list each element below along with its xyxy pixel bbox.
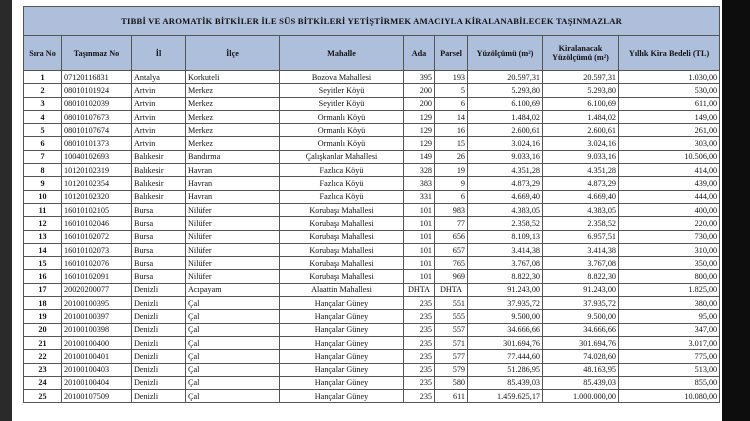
cell-yillik-kira-bedeli: 400,00	[619, 203, 720, 216]
table-body	[24, 71, 720, 403]
table-row	[24, 243, 720, 256]
cell-kiralanacak-yuzolcumu: 2.358,52	[543, 217, 619, 230]
cell-mahalle: Hançalar Güney	[280, 310, 404, 323]
cell-parsel: 77	[435, 217, 468, 230]
cell-mahalle: Çalışkanlar Mahallesi	[280, 150, 404, 163]
cell-sira-no: 17	[24, 283, 62, 296]
cell-kiralanacak-yuzolcumu: 3.767,08	[543, 257, 619, 270]
cell-yuzolcumu: 85.439,03	[468, 376, 543, 389]
cell-yillik-kira-bedeli: 513,00	[619, 363, 720, 376]
cell-kiralanacak-yuzolcumu: 85.439,03	[543, 376, 619, 389]
cell-il: Balıkesir	[132, 150, 186, 163]
cell-kiralanacak-yuzolcumu: 37.935,72	[543, 297, 619, 310]
table-row	[24, 376, 720, 389]
cell-yillik-kira-bedeli: 855,00	[619, 376, 720, 389]
cell-yuzolcumu: 1.484,02	[468, 110, 543, 123]
cell-kiralanacak-yuzolcumu: 1.484,02	[543, 110, 619, 123]
cell-sira-no: 2	[24, 84, 62, 97]
cell-il: Artvin	[132, 137, 186, 150]
cell-ilce: Nilüfer	[186, 217, 280, 230]
cell-ilce: Çal	[186, 376, 280, 389]
cell-ilce: Çal	[186, 350, 280, 363]
cell-kiralanacak-yuzolcumu: 34.666,66	[543, 323, 619, 336]
cell-kiralanacak-yuzolcumu: 3.024,16	[543, 137, 619, 150]
cell-tasinmaz-no: 20100100401	[62, 350, 132, 363]
cell-ada: 235	[404, 297, 435, 310]
cell-tasinmaz-no: 20020200077	[62, 283, 132, 296]
cell-yuzolcumu: 4.873,29	[468, 177, 543, 190]
cell-tasinmaz-no: 20100100395	[62, 297, 132, 310]
cell-mahalle: Ormanlı Köyü	[280, 137, 404, 150]
table-row	[24, 150, 720, 163]
cell-ada: 235	[404, 363, 435, 376]
cell-parsel: 193	[435, 71, 468, 84]
cell-yuzolcumu: 3.414,38	[468, 243, 543, 256]
cell-kiralanacak-yuzolcumu: 301.694,76	[543, 336, 619, 349]
cell-yillik-kira-bedeli: 730,00	[619, 230, 720, 243]
cell-ilce: Nilüfer	[186, 270, 280, 283]
cell-sira-no: 4	[24, 110, 62, 123]
table-row	[24, 390, 720, 403]
cell-yuzolcumu: 5.293,80	[468, 84, 543, 97]
photo-edge-right	[722, 0, 750, 421]
cell-ada: 101	[404, 243, 435, 256]
cell-mahalle: Fazlıca Köyü	[280, 177, 404, 190]
cell-yillik-kira-bedeli: 10.080,00	[619, 390, 720, 403]
cell-il: Antalya	[132, 71, 186, 84]
cell-ada: 235	[404, 336, 435, 349]
cell-mahalle: Alaattin Mahallesi	[280, 283, 404, 296]
table-row	[24, 297, 720, 310]
table-row	[24, 190, 720, 203]
cell-parsel: 611	[435, 390, 468, 403]
cell-il: Artvin	[132, 124, 186, 137]
cell-mahalle: Hançalar Güney	[280, 297, 404, 310]
cell-kiralanacak-yuzolcumu: 8.822,30	[543, 270, 619, 283]
photo-edge-left	[0, 0, 12, 421]
cell-ada: 331	[404, 190, 435, 203]
cell-yillik-kira-bedeli: 800,00	[619, 270, 720, 283]
header-yillik-kira-bedeli: Yıllık Kira Bedeli (TL)	[619, 36, 720, 71]
cell-ilce: Çal	[186, 297, 280, 310]
cell-sira-no: 22	[24, 350, 62, 363]
cell-kiralanacak-yuzolcumu: 6.100,69	[543, 97, 619, 110]
table-row	[24, 350, 720, 363]
table-row	[24, 363, 720, 376]
cell-tasinmaz-no: 16010102073	[62, 243, 132, 256]
cell-ada: 101	[404, 203, 435, 216]
cell-ada: 101	[404, 230, 435, 243]
cell-kiralanacak-yuzolcumu: 4.873,29	[543, 177, 619, 190]
property-table	[23, 6, 720, 403]
cell-il: Denizli	[132, 350, 186, 363]
cell-yuzolcumu: 301.694,76	[468, 336, 543, 349]
cell-sira-no: 14	[24, 243, 62, 256]
cell-parsel: 5	[435, 84, 468, 97]
cell-parsel: 26	[435, 150, 468, 163]
cell-parsel: 6	[435, 190, 468, 203]
cell-tasinmaz-no: 16010102076	[62, 257, 132, 270]
cell-yillik-kira-bedeli: 347,00	[619, 323, 720, 336]
cell-yuzolcumu: 20.597,31	[468, 71, 543, 84]
cell-sira-no: 24	[24, 376, 62, 389]
cell-mahalle: Fazlıca Köyü	[280, 190, 404, 203]
cell-il: Bursa	[132, 203, 186, 216]
cell-mahalle: Hançalar Güney	[280, 350, 404, 363]
cell-parsel: 577	[435, 350, 468, 363]
cell-parsel: DHTA	[435, 283, 468, 296]
cell-parsel: 765	[435, 257, 468, 270]
table-row	[24, 203, 720, 216]
cell-yuzolcumu: 51.286,95	[468, 363, 543, 376]
cell-parsel: 983	[435, 203, 468, 216]
cell-sira-no: 9	[24, 177, 62, 190]
cell-mahalle: Bozova Mahallesi	[280, 71, 404, 84]
header-tasinmaz-no: Taşınmaz No	[62, 36, 132, 71]
cell-il: Bursa	[132, 270, 186, 283]
table-row	[24, 257, 720, 270]
cell-ilce: Havran	[186, 164, 280, 177]
cell-parsel: 9	[435, 177, 468, 190]
cell-il: Denizli	[132, 310, 186, 323]
cell-yuzolcumu: 1.459.625,17	[468, 390, 543, 403]
cell-tasinmaz-no: 10120102320	[62, 190, 132, 203]
cell-parsel: 15	[435, 137, 468, 150]
cell-parsel: 14	[435, 110, 468, 123]
cell-tasinmaz-no: 08010107674	[62, 124, 132, 137]
cell-tasinmaz-no: 20100100397	[62, 310, 132, 323]
cell-il: Denizli	[132, 297, 186, 310]
cell-il: Bursa	[132, 257, 186, 270]
cell-yillik-kira-bedeli: 350,00	[619, 257, 720, 270]
table-row	[24, 270, 720, 283]
cell-ada: 200	[404, 84, 435, 97]
cell-ilce: Havran	[186, 177, 280, 190]
header-kiralanacak-yuzolcumu: Kiralanacak Yüzölçümü (m²)	[543, 36, 619, 71]
cell-mahalle: Fazlıca Köyü	[280, 164, 404, 177]
cell-parsel: 555	[435, 310, 468, 323]
cell-il: Denizli	[132, 363, 186, 376]
cell-il: Denizli	[132, 323, 186, 336]
cell-parsel: 6	[435, 97, 468, 110]
cell-ada: 235	[404, 390, 435, 403]
table-row	[24, 283, 720, 296]
cell-ada: 129	[404, 124, 435, 137]
cell-ilce: Korkuteli	[186, 71, 280, 84]
cell-yuzolcumu: 8.822,30	[468, 270, 543, 283]
cell-ada: 101	[404, 270, 435, 283]
cell-mahalle: Ormanlı Köyü	[280, 110, 404, 123]
cell-il: Bursa	[132, 217, 186, 230]
cell-yuzolcumu: 8.109,13	[468, 230, 543, 243]
cell-sira-no: 21	[24, 336, 62, 349]
cell-ada: 395	[404, 71, 435, 84]
cell-parsel: 580	[435, 376, 468, 389]
cell-yuzolcumu: 91.243,00	[468, 283, 543, 296]
table-title: TIBBİ VE AROMATİK BİTKİLER İLE SÜS BİTKİLERİ YETİŞTİRMEK AMACIYLA KİRALANABİLECEK TAŞINMAZLAR	[24, 7, 720, 36]
table-row	[24, 110, 720, 123]
cell-mahalle: Korubaşı Mahallesi	[280, 270, 404, 283]
cell-yillik-kira-bedeli: 220,00	[619, 217, 720, 230]
cell-yillik-kira-bedeli: 149,00	[619, 110, 720, 123]
cell-mahalle: Hançalar Güney	[280, 336, 404, 349]
cell-yillik-kira-bedeli: 414,00	[619, 164, 720, 177]
cell-ilce: Çal	[186, 390, 280, 403]
header-ilce: İlçe	[186, 36, 280, 71]
cell-mahalle: Korubaşı Mahallesi	[280, 243, 404, 256]
cell-kiralanacak-yuzolcumu: 91.243,00	[543, 283, 619, 296]
cell-ada: 328	[404, 164, 435, 177]
cell-sira-no: 7	[24, 150, 62, 163]
cell-ilce: Nilüfer	[186, 203, 280, 216]
cell-ada: DHTA	[404, 283, 435, 296]
cell-yuzolcumu: 6.100,69	[468, 97, 543, 110]
cell-tasinmaz-no: 07120116831	[62, 71, 132, 84]
cell-sira-no: 11	[24, 203, 62, 216]
cell-tasinmaz-no: 08010101373	[62, 137, 132, 150]
cell-yillik-kira-bedeli: 380,00	[619, 297, 720, 310]
cell-sira-no: 18	[24, 297, 62, 310]
table-row	[24, 97, 720, 110]
cell-mahalle: Hançalar Güney	[280, 376, 404, 389]
cell-mahalle: Ormanlı Köyü	[280, 124, 404, 137]
cell-kiralanacak-yuzolcumu: 9.033,16	[543, 150, 619, 163]
cell-yuzolcumu: 37.935,72	[468, 297, 543, 310]
cell-ada: 149	[404, 150, 435, 163]
cell-mahalle: Hançalar Güney	[280, 390, 404, 403]
table-row	[24, 230, 720, 243]
cell-ada: 129	[404, 137, 435, 150]
cell-sira-no: 20	[24, 323, 62, 336]
cell-mahalle: Seyitler Köyü	[280, 84, 404, 97]
cell-kiralanacak-yuzolcumu: 6.957,51	[543, 230, 619, 243]
header-ada: Ada	[404, 36, 435, 71]
cell-il: Artvin	[132, 97, 186, 110]
cell-kiralanacak-yuzolcumu: 5.293,80	[543, 84, 619, 97]
cell-kiralanacak-yuzolcumu: 4.383,05	[543, 203, 619, 216]
header-row	[24, 36, 720, 71]
cell-yillik-kira-bedeli: 530,00	[619, 84, 720, 97]
table-row	[24, 84, 720, 97]
cell-yillik-kira-bedeli: 611,00	[619, 97, 720, 110]
cell-ada: 383	[404, 177, 435, 190]
table-row	[24, 177, 720, 190]
cell-yillik-kira-bedeli: 1.825,00	[619, 283, 720, 296]
cell-yillik-kira-bedeli: 775,00	[619, 350, 720, 363]
cell-mahalle: Seyitler Köyü	[280, 97, 404, 110]
cell-yuzolcumu: 9.500,00	[468, 310, 543, 323]
table-row	[24, 217, 720, 230]
cell-ilce: Çal	[186, 310, 280, 323]
cell-ilce: Merkez	[186, 84, 280, 97]
cell-il: Balıkesir	[132, 190, 186, 203]
cell-tasinmaz-no: 08010102039	[62, 97, 132, 110]
cell-ilce: Nilüfer	[186, 243, 280, 256]
cell-ilce: Çal	[186, 336, 280, 349]
cell-tasinmaz-no: 08010101924	[62, 84, 132, 97]
cell-sira-no: 6	[24, 137, 62, 150]
cell-parsel: 571	[435, 336, 468, 349]
cell-sira-no: 25	[24, 390, 62, 403]
header-mahalle: Mahalle	[280, 36, 404, 71]
cell-ada: 235	[404, 350, 435, 363]
table-row	[24, 124, 720, 137]
cell-yillik-kira-bedeli: 303,00	[619, 137, 720, 150]
cell-parsel: 656	[435, 230, 468, 243]
cell-yillik-kira-bedeli: 10.506,00	[619, 150, 720, 163]
cell-tasinmaz-no: 16010102105	[62, 203, 132, 216]
cell-yuzolcumu: 2.600,61	[468, 124, 543, 137]
cell-ada: 101	[404, 257, 435, 270]
cell-kiralanacak-yuzolcumu: 3.414,38	[543, 243, 619, 256]
cell-parsel: 557	[435, 323, 468, 336]
cell-sira-no: 12	[24, 217, 62, 230]
cell-ilce: Merkez	[186, 110, 280, 123]
cell-sira-no: 23	[24, 363, 62, 376]
cell-ada: 129	[404, 110, 435, 123]
cell-sira-no: 3	[24, 97, 62, 110]
header-sira-no: Sıra No	[24, 36, 62, 71]
cell-sira-no: 5	[24, 124, 62, 137]
cell-mahalle: Korubaşı Mahallesi	[280, 217, 404, 230]
cell-yuzolcumu: 9.033,16	[468, 150, 543, 163]
cell-parsel: 579	[435, 363, 468, 376]
cell-parsel: 16	[435, 124, 468, 137]
header-il: İl	[132, 36, 186, 71]
cell-tasinmaz-no: 10040102693	[62, 150, 132, 163]
cell-yuzolcumu: 4.351,28	[468, 164, 543, 177]
cell-sira-no: 19	[24, 310, 62, 323]
cell-ilce: Çal	[186, 363, 280, 376]
cell-kiralanacak-yuzolcumu: 9.500,00	[543, 310, 619, 323]
header-parsel: Parsel	[435, 36, 468, 71]
cell-ilce: Merkez	[186, 97, 280, 110]
cell-yuzolcumu: 2.358,52	[468, 217, 543, 230]
cell-kiralanacak-yuzolcumu: 4.669,40	[543, 190, 619, 203]
cell-sira-no: 8	[24, 164, 62, 177]
cell-yuzolcumu: 3.024,16	[468, 137, 543, 150]
table-row	[24, 71, 720, 84]
cell-ada: 101	[404, 217, 435, 230]
cell-sira-no: 16	[24, 270, 62, 283]
cell-il: Denizli	[132, 390, 186, 403]
cell-sira-no: 1	[24, 71, 62, 84]
cell-ada: 235	[404, 376, 435, 389]
cell-parsel: 657	[435, 243, 468, 256]
cell-ada: 200	[404, 97, 435, 110]
cell-ilce: Merkez	[186, 124, 280, 137]
cell-tasinmaz-no: 20100100400	[62, 336, 132, 349]
cell-yillik-kira-bedeli: 444,00	[619, 190, 720, 203]
cell-kiralanacak-yuzolcumu: 4.351,28	[543, 164, 619, 177]
cell-yuzolcumu: 4.669,40	[468, 190, 543, 203]
cell-il: Bursa	[132, 230, 186, 243]
cell-yillik-kira-bedeli: 439,00	[619, 177, 720, 190]
cell-yuzolcumu: 3.767,08	[468, 257, 543, 270]
cell-ada: 235	[404, 310, 435, 323]
cell-kiralanacak-yuzolcumu: 48.163,95	[543, 363, 619, 376]
cell-sira-no: 10	[24, 190, 62, 203]
cell-il: Bursa	[132, 243, 186, 256]
cell-sira-no: 13	[24, 230, 62, 243]
cell-parsel: 969	[435, 270, 468, 283]
cell-tasinmaz-no: 10120102319	[62, 164, 132, 177]
table-row	[24, 164, 720, 177]
cell-tasinmaz-no: 20100100398	[62, 323, 132, 336]
cell-yuzolcumu: 34.666,66	[468, 323, 543, 336]
cell-ilce: Havran	[186, 190, 280, 203]
cell-kiralanacak-yuzolcumu: 2.600,61	[543, 124, 619, 137]
cell-ilce: Merkez	[186, 137, 280, 150]
table-row	[24, 310, 720, 323]
cell-ilce: Acıpayam	[186, 283, 280, 296]
cell-mahalle: Hançalar Güney	[280, 363, 404, 376]
cell-tasinmaz-no: 08010107673	[62, 110, 132, 123]
cell-yillik-kira-bedeli: 1.030,00	[619, 71, 720, 84]
cell-mahalle: Korubaşı Mahallesi	[280, 203, 404, 216]
cell-yillik-kira-bedeli: 261,00	[619, 124, 720, 137]
cell-tasinmaz-no: 16010102046	[62, 217, 132, 230]
cell-tasinmaz-no: 20100100404	[62, 376, 132, 389]
cell-mahalle: Korubaşı Mahallesi	[280, 257, 404, 270]
cell-ilce: Nilüfer	[186, 230, 280, 243]
cell-tasinmaz-no: 20100100403	[62, 363, 132, 376]
cell-ada: 235	[404, 323, 435, 336]
cell-il: Balıkesir	[132, 177, 186, 190]
cell-il: Artvin	[132, 84, 186, 97]
cell-tasinmaz-no: 16010102091	[62, 270, 132, 283]
cell-tasinmaz-no: 10120102354	[62, 177, 132, 190]
cell-yillik-kira-bedeli: 3.017,00	[619, 336, 720, 349]
cell-sira-no: 15	[24, 257, 62, 270]
cell-tasinmaz-no: 16010102072	[62, 230, 132, 243]
cell-yillik-kira-bedeli: 310,00	[619, 243, 720, 256]
header-yuzolcumu: Yüzölçümü (m²)	[468, 36, 543, 71]
cell-yillik-kira-bedeli: 95,00	[619, 310, 720, 323]
cell-parsel: 19	[435, 164, 468, 177]
cell-il: Denizli	[132, 283, 186, 296]
cell-parsel: 551	[435, 297, 468, 310]
cell-il: Denizli	[132, 336, 186, 349]
cell-il: Artvin	[132, 110, 186, 123]
table-row	[24, 137, 720, 150]
cell-mahalle: Korubaşı Mahallesi	[280, 230, 404, 243]
table-row	[24, 323, 720, 336]
cell-ilce: Nilüfer	[186, 257, 280, 270]
cell-il: Balıkesir	[132, 164, 186, 177]
cell-kiralanacak-yuzolcumu: 74.028,60	[543, 350, 619, 363]
cell-kiralanacak-yuzolcumu: 1.000.000,00	[543, 390, 619, 403]
table-row	[24, 336, 720, 349]
cell-il: Denizli	[132, 376, 186, 389]
cell-yuzolcumu: 77.444,60	[468, 350, 543, 363]
cell-ilce: Çal	[186, 323, 280, 336]
cell-mahalle: Hançalar Güney	[280, 323, 404, 336]
cell-kiralanacak-yuzolcumu: 20.597,31	[543, 71, 619, 84]
cell-tasinmaz-no: 20100107509	[62, 390, 132, 403]
cell-ilce: Bandırma	[186, 150, 280, 163]
cell-yuzolcumu: 4.383,05	[468, 203, 543, 216]
